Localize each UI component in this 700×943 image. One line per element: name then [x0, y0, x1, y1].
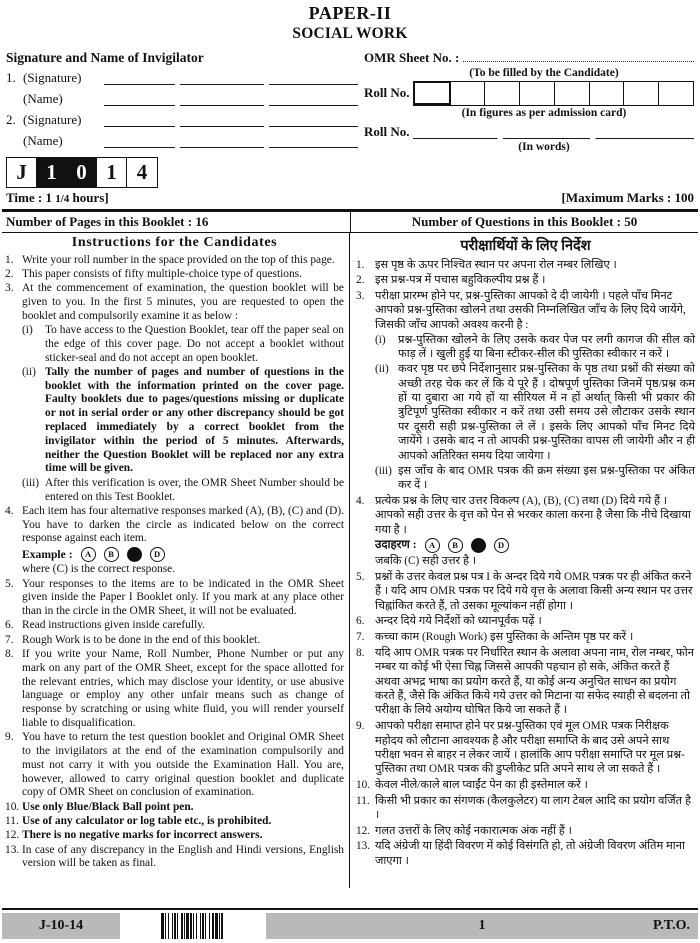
english-instruction-number: 7.: [5, 633, 14, 646]
hindi-instruction-number: 10.: [356, 779, 371, 792]
instructions-columns: [2, 233, 698, 888]
hindi-example-row: [375, 538, 695, 553]
hindi-instruction-number: 8.: [356, 646, 365, 659]
hindi-instruction-item: [356, 824, 695, 838]
english-instruction-item: [5, 634, 344, 648]
hindi-option-c-filled[interactable]: [471, 538, 486, 553]
barcode-bar: [223, 913, 226, 939]
omr-sheet-input[interactable]: [463, 50, 694, 62]
booklet-code-cell-4: 1: [97, 158, 127, 187]
rollno-cell-8[interactable]: [659, 82, 693, 105]
english-instruction-subitem: [22, 324, 344, 365]
hindi-instruction-text: किसी भी प्रकार का संगणक (कैलकुलेटर) या लाग टेबल आदि का प्रयोग वर्जित है ।: [375, 794, 691, 822]
english-instruction-subnumber: (iii): [22, 476, 40, 489]
english-instruction-text: Rough Work is to be done in the end of this booklet.: [22, 633, 261, 646]
hindi-instruction-text: इस प्रश्न-पत्र में पचास बहुविकल्पीय प्रश्न हैं ।: [375, 274, 546, 287]
invigilator-1-number: 1.: [6, 69, 16, 85]
footer-booklet-code: J-10-14: [2, 913, 120, 939]
hindi-instruction-subtext: कवर पृष्ठ पर छपे निर्देशानुसार प्रश्न-पुस्तिका के पृष्ठ तथा प्रश्नों की संख्या को अच्छी तरह चेक कर लें कि ये पूरे हैं । दोषपूर्ण पुस्तिका जिनमें पृष्ठ/प्रश्न कम हों या दुबारा आ गये हों या सीरियल में न हों अर्थात् किसी भी प्रकार की त्रुटिपूर्ण पुस्तिका स्वीकार न करें तथा उसी समय उसे लौटाकर उसके स्थान पर दूसरी सही प्रश्न-पुस्तिका ले लें । इसके लिए आपको पाँच मिनट दिये जायेंगे । उसके बाद न तो आपकी प्रश्न-पुस्तिका वापस ली जायेगी और न ही आपको अतिरिक्त समय दिया जायेगा ।: [398, 363, 695, 462]
hindi-instruction-subnumber: (i): [375, 333, 386, 346]
english-example-row: [22, 547, 344, 562]
hindi-instruction-number: 3.: [356, 289, 365, 302]
english-instruction-text: If you write your Name, Roll Number, Phone Number or put any mark on any part of the OMR Sheet, except for the space allotted for the relevant entries, which may disclose your identity, or use abusive language or employ any other unfair means such as change of response by scratching or using white fluid, you will render yourself liable to disqualification.: [22, 648, 344, 729]
english-instructions-list: [5, 254, 344, 872]
invigilator-2-number: 2.: [6, 111, 16, 127]
hindi-instruction-item: [356, 258, 695, 272]
footer-divider: [2, 908, 698, 910]
hindi-option-a[interactable]: A: [425, 538, 440, 553]
rollno-words-label: Roll No.: [364, 123, 410, 139]
english-instruction-subitem: [22, 477, 344, 505]
rollno-cell-1[interactable]: [413, 81, 451, 105]
hindi-instruction-item: [356, 646, 695, 718]
english-instruction-item: [5, 254, 344, 268]
barcode-icon: [120, 913, 266, 939]
english-instruction-item: [5, 844, 344, 872]
hindi-instruction-text: आपको परीक्षा समाप्त होने पर प्रश्न-पुस्तिका एवं मूल OMR पत्रक निरीक्षक महोदय को लौटाना आवश्यक है और परीक्षा समाप्ति के बाद उसे अपने साथ परीक्षा भवन से बाहर न लेकर जायें । हालांकि आप परीक्षा समाप्ति पर मूल प्रश्न-पुस्तिका तथा OMR पत्रक की डुप्लीकेट प्रति अपने साथ ले जा सकते हैं ।: [375, 720, 685, 776]
invigilator-2-name-label: (Name): [23, 132, 63, 148]
hindi-instruction-text: प्रत्येक प्रश्न के लिए चार उत्तर विकल्प (A), (B), (C) तथा (D) दिये गये हैं । आपको सही उत्तर के वृत्त को पेन से भरकर काला करना है जैसा कि नीचे दिखाया गया है । उदाहरण : A B D जबकि (C) सही उत्तर है ।: [375, 494, 695, 569]
invigilator-row-1: [6, 69, 358, 86]
hindi-instruction-text: गलत उत्तरों के लिए कोई नकारात्मक अंक नहीं हैं ।: [375, 824, 572, 837]
english-instruction-text: Use only Blue/Black Ball point pen.: [22, 800, 194, 813]
hindi-instruction-number: 13.: [356, 840, 371, 853]
english-instruction-number: 8.: [5, 648, 14, 661]
rollno-words-row: [364, 124, 694, 140]
english-instruction-item: [5, 801, 344, 815]
english-instruction-text: At the commencement of examination, the question booklet will be given to you. In the first 5 minutes, you are requested to open the booklet and compulsorily examine it as below : (i) To have access to the Question Booklet, tear off the paper seal on the edge of this cover page. Do not accept a booklet without sticker-seal and do not accept an open booklet. (ii) Tally the number of pages and number of questions in the booklet with the information printed on the cover page. Faulty booklets due to pages/questions missing or duplicate or not in serial order or any other discrepancy should be got replaced immediately by a correct booklet from the invigilator within the period of 5 minutes. Afterwards, neither the Question Booklet will be replaced nor any extra time will be given. (iii) After this verification is over, the OMR Sheet Number should be entered on this Test Booklet.: [22, 282, 344, 503]
english-example-note: where (C) is the correct response.: [22, 563, 176, 576]
invigilator-heading: Signature and Name of Invigilator: [6, 49, 204, 65]
english-instruction-item: [5, 268, 344, 282]
english-instruction-number: 10.: [5, 800, 20, 813]
english-instruction-number: 5.: [5, 577, 14, 590]
english-example-label: Example :: [22, 547, 73, 561]
hindi-instruction-item: [356, 614, 695, 628]
hindi-instruction-item: [356, 273, 695, 287]
rollno-cell-5[interactable]: [555, 82, 590, 105]
english-instruction-text: Write your roll number in the space provided on the top of this page.: [22, 253, 335, 266]
time-allowed: [6, 190, 109, 206]
english-option-b[interactable]: B: [104, 547, 119, 562]
hindi-instruction-text: अन्दर दिये गये निर्देशों को ध्यानपूर्वक पढ़ें ।: [375, 615, 542, 628]
english-instruction-item: [5, 282, 344, 504]
invigilator-1-name-label: (Name): [23, 90, 63, 106]
english-instruction-subnumber: (ii): [22, 365, 36, 378]
hindi-instruction-number: 2.: [356, 274, 365, 287]
english-instruction-subtext: To have access to the Question Booklet, tear off the paper seal on the edge of this cover page. Do not accept a booklet without sticker-seal and do not accept an open booklet.: [45, 323, 344, 364]
hindi-instruction-number: 5.: [356, 570, 365, 583]
subject-title: SOCIAL WORK: [292, 24, 408, 42]
english-instructions-heading: Instructions for the Candidates: [71, 234, 278, 250]
english-option-c-filled[interactable]: [127, 547, 142, 562]
hindi-instruction-number: 6.: [356, 615, 365, 628]
hindi-instructions-column: [350, 233, 698, 888]
hindi-instruction-text: प्रश्नों के उत्तर केवल प्रश्न पत्र I के अन्दर दिये गये OMR पत्रक पर ही अंकित करने हैं । यदि आप OMR पत्रक पर दिये गये वृत्त के अलावा किसी अन्य स्थान पर उत्तर चिह्नांकित करते हैं, तो उसका मूल्यांकन नहीं होगा ।: [375, 570, 693, 612]
english-instruction-number: 3.: [5, 282, 14, 295]
hindi-instruction-subtext: इस जाँच के बाद OMR पत्रक की क्रम संख्या इस प्रश्न-पुस्तिका पर अंकित कर दें ।: [398, 464, 695, 492]
questions-count: Number of Questions in this Booklet : 50: [350, 212, 698, 232]
booklet-code-cell-2: 1: [37, 158, 67, 187]
page-title: PAPER-II: [308, 3, 392, 23]
page-footer: [2, 913, 698, 939]
invigilator-1-signature-line[interactable]: [104, 74, 358, 86]
english-instruction-number: 1.: [5, 253, 14, 266]
english-option-a[interactable]: A: [81, 547, 96, 562]
hindi-instruction-subnumber: (iii): [375, 464, 392, 477]
rollno-cell-2[interactable]: [450, 82, 485, 105]
hindi-instruction-item: [356, 839, 695, 868]
hindi-option-b[interactable]: B: [448, 538, 463, 553]
hindi-instruction-subtext: प्रश्न-पुस्तिका खोलने के लिए उसके कवर पेज पर लगी कागज की सील को फाड़ लें । खुली हुई या बिना स्टीकर-सील की पुस्तिका स्वीकार न करें ।: [398, 333, 695, 361]
english-instruction-text: There is no negative marks for incorrect answers.: [22, 829, 263, 842]
hindi-instruction-text: केवल नीले/काले बाल प्वाईंट पेन का ही इस्तेमाल करें ।: [375, 779, 588, 792]
invigilator-2-signature-label: (Signature): [23, 111, 82, 127]
booklet-code-cell-3: 0: [67, 158, 97, 187]
time-marks-row: [0, 188, 700, 208]
hindi-instruction-number: 12.: [356, 824, 371, 837]
english-instruction-item: [5, 815, 344, 829]
rollno-figures-row: [364, 81, 694, 106]
hindi-example-label: उदाहरण :: [375, 538, 417, 552]
booklet-code-cell-5: 4: [136, 159, 148, 184]
hindi-example-note: जबकि (C) सही उत्तर है ।: [375, 555, 477, 568]
omr-roll-block: [358, 50, 694, 155]
rollno-label: Roll No.: [364, 85, 410, 100]
booklet-code-wrap: [0, 157, 700, 188]
english-instruction-text: Read instructions given inside carefully.: [22, 619, 206, 632]
footer-pto-label: P.T.O.: [653, 918, 690, 933]
booklet-counts-row: [2, 211, 698, 233]
rollno-boxes[interactable]: [413, 81, 695, 106]
english-instruction-text: Use of any calculator or log table etc., is prohibited.: [22, 815, 272, 828]
omr-sheet-label: OMR Sheet No. :: [364, 49, 460, 65]
top-form-region: [0, 50, 700, 155]
booklet-code-cell-1: J: [7, 158, 37, 187]
pages-count: Number of Pages in this Booklet : 16: [6, 213, 209, 229]
time-tail: hours]: [72, 189, 109, 205]
hindi-instruction-item: [356, 570, 695, 613]
rollno-figures-note: (In figures as per admission card): [461, 106, 627, 119]
hindi-instruction-text: यदि अंग्रेजी या हिंदी विवरण में कोई विसंगति हो, तो अंग्रेजी विवरण अंतिम माना जाएगा ।: [375, 840, 685, 867]
rollno-words-note: (In words): [518, 140, 570, 153]
omr-candidate-note: (To be filled by the Candidate): [469, 66, 619, 79]
rollno-cell-3[interactable]: [485, 82, 520, 105]
hindi-instructions-list: [356, 258, 695, 869]
invigilator-2-name-line[interactable]: [104, 137, 358, 149]
english-instruction-number: 4.: [5, 504, 14, 517]
english-instruction-text: In case of any discrepancy in the English and Hindi versions, English version will be taken as final.: [22, 843, 344, 870]
english-instruction-text: This paper consists of fifty multiple-choice type of questions.: [22, 267, 302, 280]
english-instruction-subtext: After this verification is over, the OMR Sheet Number should be entered on this Test Booklet.: [45, 476, 344, 503]
hindi-instruction-number: 4.: [356, 494, 365, 507]
footer-page-number: 1: [478, 918, 486, 933]
english-instruction-number: 12.: [5, 829, 20, 842]
hindi-instruction-item: [356, 630, 695, 644]
english-instruction-number: 11.: [5, 815, 19, 828]
invigilator-row-1-name: [6, 90, 358, 107]
rollno-words-input[interactable]: [413, 127, 695, 140]
english-instruction-text: Your responses to the items are to be indicated in the OMR Sheet given inside the Paper I Booklet only. If you mark at any place other than in the circle in the OMR Sheet, it will not be evaluated.: [22, 577, 344, 618]
english-instruction-text: You have to return the test question booklet and Original OMR Sheet to the invigilators at the end of the examination compulsorily and must not carry it with you outside the Examination Hall. You are, however, allowed to carry original question booklet and duplicate copy of OMR Sheet on conclusion of examination.: [22, 731, 344, 799]
english-instruction-subitem: [22, 366, 344, 476]
hindi-instruction-subitem: [375, 464, 695, 493]
english-instruction-subtext: Tally the number of pages and number of questions in the booklet with the information printed on the cover page. Faulty booklets due to pages/questions missing or duplicate or not in serial order or any other discrepancy should be got replaced immediately by a correct booklet from the invigilator within the period of 5 minutes. Afterwards, neither the Question Booklet will be replaced nor any extra time will be given.: [45, 365, 344, 475]
hindi-instruction-text: परीक्षा प्रारम्भ होने पर, प्रश्न-पुस्तिका आपको दे दी जायेगी । पहले पाँच मिनट आपको प्रश्न-पुस्तिका खोलने तथा उसकी निम्नलिखित जाँच के लिए दिये जायेंगे, जिसकी जाँच आपको अवश्य करनी है : (i) प्रश्न-पुस्तिका खोलने के लिए उसके कवर पेज पर लगी कागज की सील को फाड़ लें । खुली हुई या बिना स्टीकर-सील की पुस्तिका स्वीकार न करें । (ii) कवर पृष्ठ पर छपे निर्देशानुसार प्रश्न-पुस्तिका के पृष्ठ तथा प्रश्नों की संख्या को अच्छी तरह चेक कर लें कि ये पूरे हैं । दोषपूर्ण पुस्तिका जिनमें पृष्ठ/प्रश्न कम हों या दुबारा आ गये हों या सीरियल में न हों अर्थात् किसी भी प्रकार की त्रुटिपूर्ण पुस्तिका स्वीकार न करें तथा उसी समय उसे लौटाकर उसके स्थान पर दूसरी सही प्रश्न-पुस्तिका ले लें । इसके लिए आपको पाँच मिनट दिये जायेंगे । उसके बाद न तो आपकी प्रश्न-पुस्तिका वापस ली जायेगी और न ही आपको अतिरिक्त समय दिया जायेगा । (iii) इस जाँच के बाद OMR पत्रक की क्रम संख्या इस प्रश्न-पुस्तिका पर अंकित कर दें ।: [375, 289, 695, 492]
hindi-instruction-number: 9.: [356, 720, 365, 733]
hindi-instruction-subnumber: (ii): [375, 363, 389, 376]
invigilator-block: [6, 50, 358, 155]
hindi-instruction-subitem: [375, 362, 695, 463]
invigilator-2-signature-line[interactable]: [104, 116, 358, 128]
invigilator-1-name-line[interactable]: [104, 95, 358, 107]
hindi-instruction-subitem: [375, 333, 695, 362]
hindi-instruction-sublist: [375, 333, 695, 493]
english-instructions-column: [2, 233, 350, 888]
hindi-option-d[interactable]: D: [494, 538, 509, 553]
english-instruction-item: [5, 648, 344, 731]
page-title-block: [0, 0, 700, 43]
english-option-d[interactable]: D: [150, 547, 165, 562]
english-instruction-item: [5, 578, 344, 619]
hindi-instruction-item: [356, 794, 695, 823]
hindi-instruction-text: इस पृष्ठ के ऊपर निश्चित स्थान पर अपना रोल नम्बर लिखिए ।: [375, 258, 617, 271]
rollno-cell-4[interactable]: [520, 82, 555, 105]
hindi-instruction-item: [356, 719, 695, 777]
english-instruction-item: [5, 505, 344, 577]
english-instruction-sublist: [22, 324, 344, 504]
hindi-instruction-number: 1.: [356, 258, 365, 271]
english-instruction-number: 9.: [5, 731, 14, 744]
hindi-instruction-item: [356, 289, 695, 493]
english-instruction-text: Each item has four alternative responses marked (A), (B), (C) and (D). You have to darken the circle as indicated below on the correct response against each item. Example : A B D where (C) is the correct response.: [22, 504, 344, 576]
time-label: Time : 1: [6, 189, 52, 205]
footer-right-band: [266, 913, 698, 939]
maximum-marks: [Maximum Marks : 100: [561, 189, 694, 205]
omr-sheet-row: [364, 50, 694, 66]
hindi-instruction-number: 11.: [356, 794, 370, 807]
english-instruction-number: 2.: [5, 267, 14, 280]
hindi-instruction-text: यदि आप OMR पत्रक पर निर्धारित स्थान के अलावा अपना नाम, रोल नम्बर, फोन नम्बर या कोई भी ऐसा चिह्न जिससे आपकी पहचान हो सके, अंकित करते हैं अथवा अभद्र भाषा का प्रयोग करते हैं, या कोई अन्य अनुचित साधन का प्रयोग करते हैं, जैसे कि अंकित किये गये उत्तर को मिटाना या सफेद स्याही से बदलना तो परीक्षा के लिये अयोग्य घोषित किये जा सकते हैं ।: [375, 646, 694, 717]
english-instruction-item: [5, 731, 344, 800]
time-fraction: 1/4: [55, 192, 70, 205]
invigilator-row-2-name: [6, 132, 358, 149]
invigilator-1-signature-label: (Signature): [23, 69, 82, 85]
hindi-instruction-item: [356, 778, 695, 792]
english-instruction-number: 6.: [5, 619, 14, 632]
english-instruction-subnumber: (i): [22, 323, 33, 336]
english-instruction-item: [5, 829, 344, 843]
hindi-instructions-heading: परीक्षार्थियों के लिए निर्देश: [460, 237, 591, 254]
rollno-cell-7[interactable]: [624, 82, 659, 105]
hindi-instruction-text: कच्चा काम (Rough Work) इस पुस्तिका के अन्तिम पृष्ठ पर करें ।: [375, 631, 634, 643]
booklet-code-box: [6, 157, 158, 188]
hindi-instruction-item: [356, 494, 695, 569]
rollno-cell-6[interactable]: [590, 82, 625, 105]
invigilator-row-2: [6, 111, 358, 128]
english-instruction-number: 13.: [5, 843, 20, 856]
hindi-instruction-number: 7.: [356, 631, 365, 643]
english-instruction-item: [5, 619, 344, 633]
